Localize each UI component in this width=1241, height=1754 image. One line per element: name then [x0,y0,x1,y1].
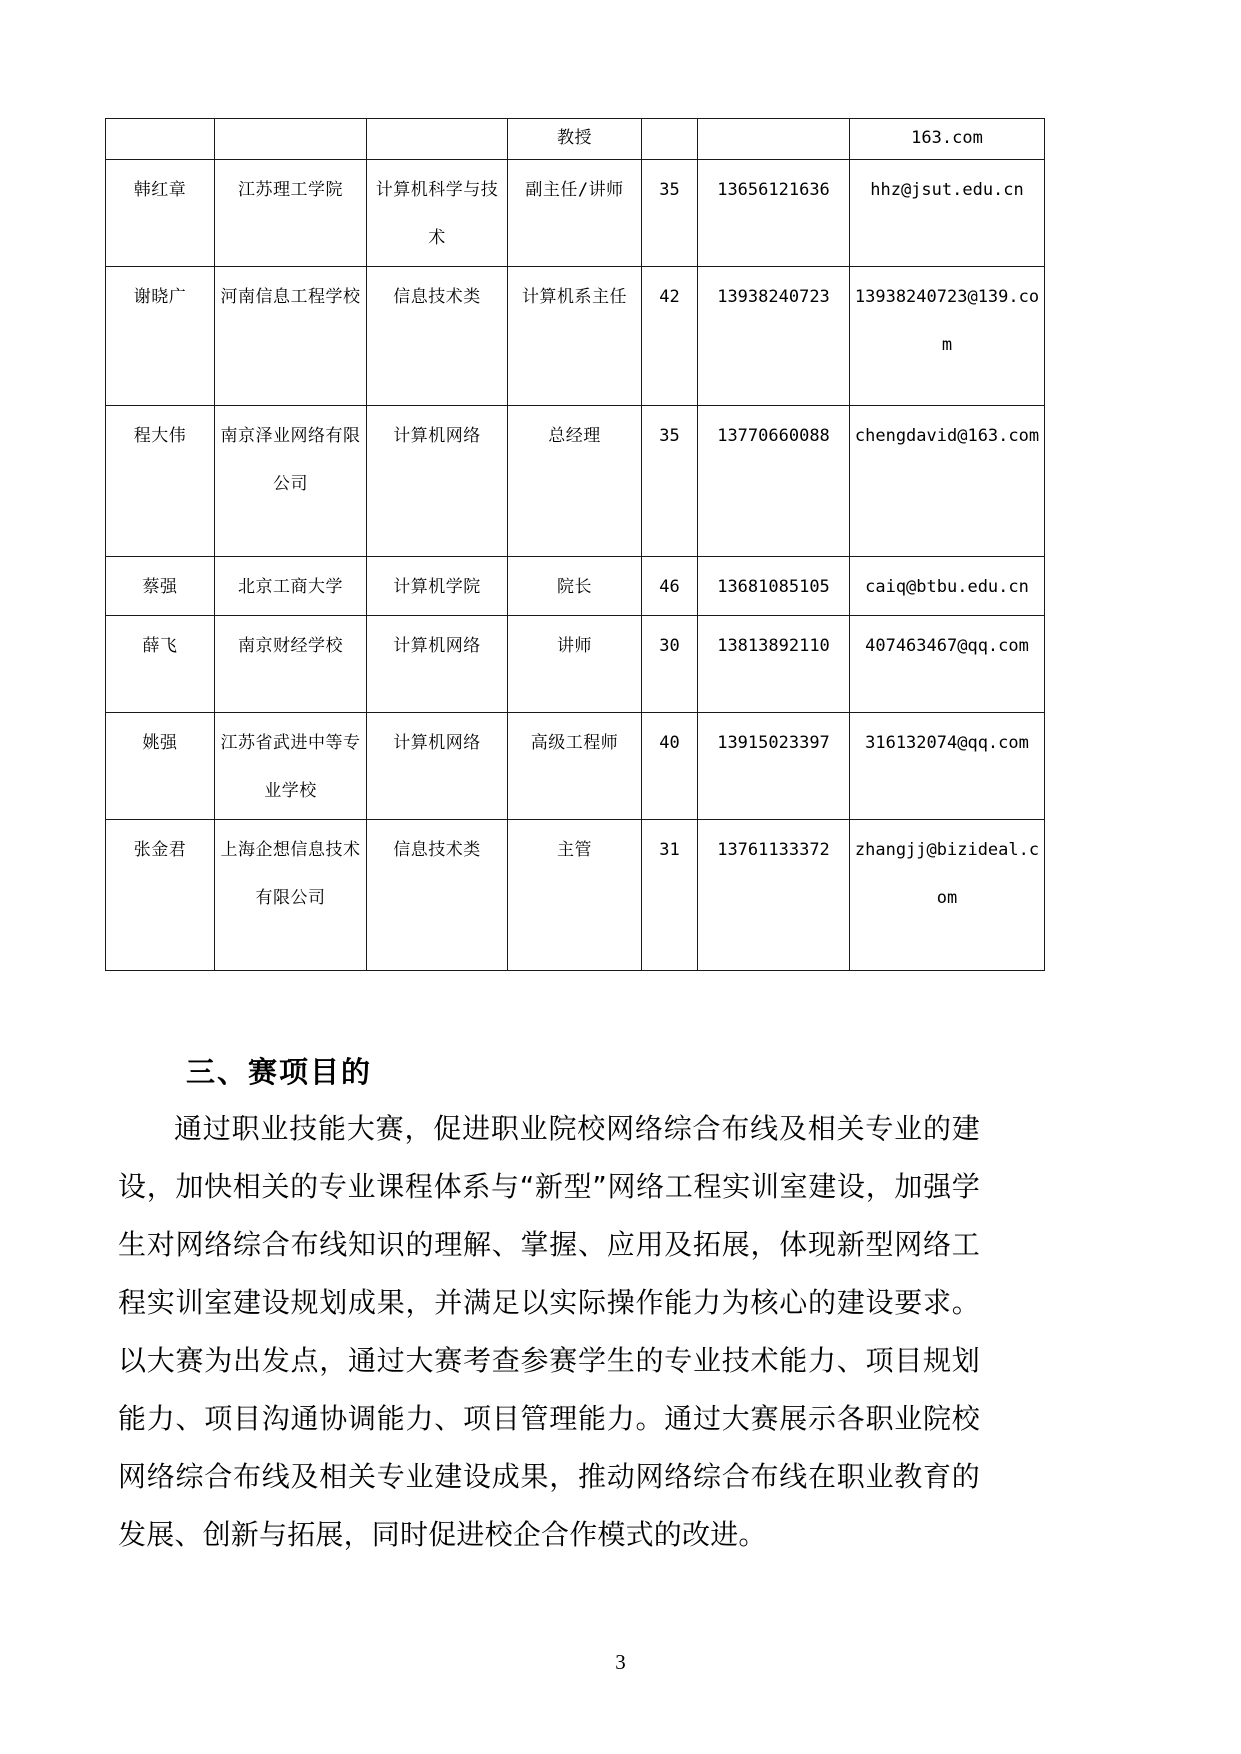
cell-name: 谢晓广 [106,267,215,406]
cell-org: 江苏理工学院 [215,160,367,267]
cell-age: 35 [642,160,698,267]
section-heading: 三、赛项目的 [186,1055,373,1089]
cell-email: zhangjj@bizideal.com [850,820,1045,971]
cell-age: 40 [642,713,698,820]
cell-email: hhz@jsut.edu.cn [850,160,1045,267]
table-row [106,119,1045,160]
cell-age: 31 [642,820,698,971]
cell-major: 计算机网络 [367,616,508,713]
cell-major: 信息技术类 [367,820,508,971]
table-row [106,616,1045,713]
page-number: 3 [615,1650,626,1674]
cell-email: 13938240723@139.com [850,267,1045,406]
cell-title: 院长 [508,557,642,616]
cell-org: 上海企想信息技术有限公司 [215,820,367,971]
cell-org: 南京财经学校 [215,616,367,713]
cell-major: 信息技术类 [367,267,508,406]
paragraph-purpose: 通过职业技能大赛，促进职业院校网络综合布线及相关专业的建设，加快相关的专业课程体系与“新型”网络工程实训室建设，加强学生对网络综合布线知识的理解、掌握、应用及拓展，体现新型网络工程实训室建设规划成果，并满足以实际操作能力为核心的建设要求。以大赛为出发点，通过大赛考查参赛学生的专业技术能力、项目规划能力、项目沟通协调能力、项目管理能力。通过大赛展示各职业院校网络综合布线及相关专业建设成果，推动网络综合布线在职业教育的发展、创新与拓展，同时促进校企合作模式的改进。 [118,1112,980,1551]
cell-email: caiq@btbu.edu.cn [850,557,1045,616]
cell-age: 46 [642,557,698,616]
cell-phone: 13681085105 [698,557,850,616]
table-row [106,267,1045,406]
table-row [106,160,1045,267]
cell-org [215,119,367,160]
cell-name: 蔡强 [106,557,215,616]
cell-name [106,119,215,160]
table-row [106,406,1045,557]
cell-phone: 13915023397 [698,713,850,820]
cell-name: 张金君 [106,820,215,971]
cell-major: 计算机学院 [367,557,508,616]
cell-title: 教授 [508,119,642,160]
cell-age: 35 [642,406,698,557]
cell-phone: 13656121636 [698,160,850,267]
cell-major: 计算机科学与技术 [367,160,508,267]
cell-org: 江苏省武进中等专业学校 [215,713,367,820]
cell-org: 河南信息工程学校 [215,267,367,406]
cell-org: 北京工商大学 [215,557,367,616]
cell-title: 副主任/讲师 [508,160,642,267]
cell-name: 韩红章 [106,160,215,267]
table-row [106,557,1045,616]
cell-email: chengdavid@163.com [850,406,1045,557]
cell-phone [698,119,850,160]
cell-phone: 13770660088 [698,406,850,557]
expert-roster-table-wrapper [105,118,1040,971]
cell-name: 薛飞 [106,616,215,713]
cell-age [642,119,698,160]
cell-title: 计算机系主任 [508,267,642,406]
cell-org: 南京泽业网络有限公司 [215,406,367,557]
cell-major [367,119,508,160]
section-body [118,1100,980,1564]
cell-email: 163.com [850,119,1045,160]
cell-name: 姚强 [106,713,215,820]
cell-major: 计算机网络 [367,406,508,557]
cell-email: 407463467@qq.com [850,616,1045,713]
cell-title: 讲师 [508,616,642,713]
cell-phone: 13938240723 [698,267,850,406]
expert-roster-table [105,118,1045,971]
cell-age: 30 [642,616,698,713]
cell-phone: 13813892110 [698,616,850,713]
cell-age: 42 [642,267,698,406]
cell-major: 计算机网络 [367,713,508,820]
cell-email: 316132074@qq.com [850,713,1045,820]
cell-name: 程大伟 [106,406,215,557]
table-row [106,820,1045,971]
table-row [106,713,1045,820]
cell-title: 主管 [508,820,642,971]
cell-title: 高级工程师 [508,713,642,820]
cell-title: 总经理 [508,406,642,557]
cell-phone: 13761133372 [698,820,850,971]
